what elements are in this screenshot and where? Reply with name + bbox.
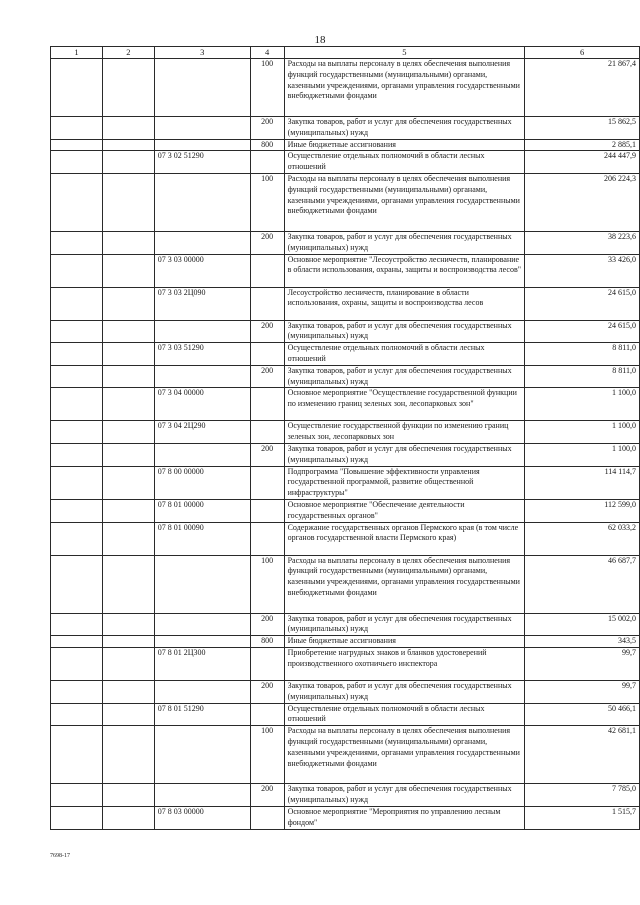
amount-cell: 46 687,7 [525, 555, 640, 613]
expense-name-cell: Закупка товаров, работ и услуг для обеспечения государственных (муниципальных) нужд [284, 365, 525, 388]
table-row [51, 806, 640, 829]
expense-type-cell [250, 522, 284, 555]
amount-cell: 99,7 [525, 680, 640, 703]
document-code: 7698-17 [50, 853, 70, 859]
budget-code-cell [154, 443, 250, 466]
budget-table [50, 46, 640, 830]
table-row [51, 443, 640, 466]
amount-cell: 8 811,0 [525, 343, 640, 366]
expense-type-cell: 800 [250, 139, 284, 151]
amount-cell: 15 862,5 [525, 117, 640, 140]
expense-name-cell: Основное мероприятие "Обеспечение деятельности государственных органов" [284, 499, 525, 522]
table-row [51, 254, 640, 287]
amount-cell: 114 114,7 [525, 466, 640, 499]
amount-cell: 50 466,1 [525, 703, 640, 726]
cell-col1 [51, 703, 103, 726]
budget-code-cell [154, 555, 250, 613]
cell-col2 [102, 59, 154, 117]
budget-code-cell [154, 320, 250, 343]
budget-code-cell [154, 613, 250, 636]
budget-code-cell [154, 726, 250, 784]
table-row [51, 388, 640, 421]
cell-col1 [51, 680, 103, 703]
table-row [51, 365, 640, 388]
expense-name-cell: Основное мероприятие "Лесоустройство лесничеств, планирование в области использования, охраны, защиты и воспроизводства лесов" [284, 254, 525, 287]
cell-col2 [102, 499, 154, 522]
cell-col2 [102, 784, 154, 807]
column-header: 6 [525, 47, 640, 59]
amount-cell: 343,5 [525, 636, 640, 648]
expense-type-cell [250, 647, 284, 680]
cell-col1 [51, 320, 103, 343]
cell-col2 [102, 139, 154, 151]
cell-col2 [102, 522, 154, 555]
expense-name-cell: Закупка товаров, работ и услуг для обеспечения государственных (муниципальных) нужд [284, 231, 525, 254]
amount-cell: 244 447,9 [525, 151, 640, 174]
expense-name-cell: Закупка товаров, работ и услуг для обеспечения государственных (муниципальных) нужд [284, 117, 525, 140]
amount-cell: 206 224,3 [525, 173, 640, 231]
expense-name-cell: Закупка товаров, работ и услуг для обеспечения государственных (муниципальных) нужд [284, 784, 525, 807]
expense-name-cell: Иные бюджетные ассигнования [284, 636, 525, 648]
cell-col2 [102, 231, 154, 254]
budget-code-cell [154, 231, 250, 254]
cell-col1 [51, 173, 103, 231]
expense-type-cell [250, 806, 284, 829]
budget-code-cell [154, 139, 250, 151]
budget-code-cell: 07 8 00 00000 [154, 466, 250, 499]
cell-col1 [51, 421, 103, 444]
expense-type-cell [250, 466, 284, 499]
cell-col2 [102, 173, 154, 231]
table-row [51, 680, 640, 703]
table-row [51, 231, 640, 254]
budget-code-cell: 07 3 03 2Ц090 [154, 287, 250, 320]
cell-col1 [51, 139, 103, 151]
table-row [51, 636, 640, 648]
amount-cell: 24 615,0 [525, 287, 640, 320]
cell-col1 [51, 443, 103, 466]
expense-name-cell: Основное мероприятие "Мероприятия по управлению лесным фондом" [284, 806, 525, 829]
expense-name-cell: Расходы на выплаты персоналу в целях обеспечения выполнения функций государственными (муниципальными) органами, казенными учреждениями, органами управления государственными внебюджетными фондами [284, 726, 525, 784]
amount-cell: 21 867,4 [525, 59, 640, 117]
amount-cell: 2 885,1 [525, 139, 640, 151]
amount-cell: 8 811,0 [525, 365, 640, 388]
cell-col1 [51, 806, 103, 829]
budget-code-cell: 07 8 01 51290 [154, 703, 250, 726]
expense-name-cell: Закупка товаров, работ и услуг для обеспечения государственных (муниципальных) нужд [284, 680, 525, 703]
page-number: 18 [314, 34, 326, 46]
expense-type-cell [250, 151, 284, 174]
expense-type-cell: 200 [250, 365, 284, 388]
expense-type-cell [250, 287, 284, 320]
expense-type-cell: 200 [250, 784, 284, 807]
expense-name-cell: Основное мероприятие "Осуществление государственной функции по изменению границ зеленых зон, лесопарковых зон" [284, 388, 525, 421]
cell-col1 [51, 522, 103, 555]
budget-code-cell: 07 8 01 00090 [154, 522, 250, 555]
table-row [51, 343, 640, 366]
expense-name-cell: Осуществление отдельных полномочий в области лесных отношений [284, 703, 525, 726]
cell-col2 [102, 365, 154, 388]
expense-type-cell [250, 421, 284, 444]
cell-col2 [102, 320, 154, 343]
cell-col2 [102, 555, 154, 613]
amount-cell: 112 599,0 [525, 499, 640, 522]
column-header: 5 [284, 47, 525, 59]
amount-cell: 15 002,0 [525, 613, 640, 636]
cell-col2 [102, 443, 154, 466]
expense-name-cell: Осуществление государственной функции по изменению границ зеленых зон, лесопарковых зон [284, 421, 525, 444]
cell-col1 [51, 636, 103, 648]
amount-cell: 42 681,1 [525, 726, 640, 784]
expense-type-cell: 100 [250, 555, 284, 613]
table-row [51, 320, 640, 343]
cell-col2 [102, 613, 154, 636]
column-header: 3 [154, 47, 250, 59]
cell-col2 [102, 466, 154, 499]
cell-col2 [102, 680, 154, 703]
cell-col1 [51, 151, 103, 174]
budget-code-cell [154, 365, 250, 388]
table-row [51, 784, 640, 807]
table-row [51, 287, 640, 320]
budget-code-cell [154, 784, 250, 807]
expense-type-cell: 100 [250, 173, 284, 231]
expense-name-cell: Подпрограмма "Повышение эффективности управления государственной программой, развитие общественной инфраструктуры" [284, 466, 525, 499]
cell-col1 [51, 287, 103, 320]
cell-col1 [51, 388, 103, 421]
expense-type-cell [250, 499, 284, 522]
cell-col1 [51, 231, 103, 254]
table-header-row [51, 47, 640, 59]
table-row [51, 59, 640, 117]
table-row [51, 726, 640, 784]
cell-col1 [51, 365, 103, 388]
cell-col2 [102, 287, 154, 320]
expense-name-cell: Осуществление отдельных полномочий в области лесных отношений [284, 343, 525, 366]
amount-cell: 33 426,0 [525, 254, 640, 287]
cell-col1 [51, 647, 103, 680]
cell-col2 [102, 421, 154, 444]
cell-col2 [102, 636, 154, 648]
expense-type-cell [250, 703, 284, 726]
table-row [51, 703, 640, 726]
cell-col1 [51, 254, 103, 287]
amount-cell: 1 100,0 [525, 443, 640, 466]
expense-name-cell: Расходы на выплаты персоналу в целях обеспечения выполнения функций государственными (муниципальными) органами, казенными учреждениями, органами управления государственными внебюджетными фондами [284, 59, 525, 117]
budget-code-cell: 07 3 04 00000 [154, 388, 250, 421]
cell-col2 [102, 343, 154, 366]
expense-name-cell: Расходы на выплаты персоналу в целях обеспечения выполнения функций государственными (муниципальными) органами, казенными учреждениями, органами управления государственными внебюджетными фондами [284, 173, 525, 231]
expense-name-cell: Закупка товаров, работ и услуг для обеспечения государственных (муниципальных) нужд [284, 443, 525, 466]
table-row [51, 151, 640, 174]
cell-col1 [51, 499, 103, 522]
expense-type-cell: 200 [250, 443, 284, 466]
expense-type-cell [250, 343, 284, 366]
cell-col1 [51, 784, 103, 807]
cell-col2 [102, 703, 154, 726]
budget-code-cell: 07 8 01 00000 [154, 499, 250, 522]
expense-type-cell: 100 [250, 726, 284, 784]
table-row [51, 555, 640, 613]
cell-col2 [102, 388, 154, 421]
table-row [51, 421, 640, 444]
budget-code-cell: 07 3 04 2Ц290 [154, 421, 250, 444]
table-row [51, 117, 640, 140]
amount-cell: 38 223,6 [525, 231, 640, 254]
budget-code-cell: 07 3 03 00000 [154, 254, 250, 287]
table-row [51, 499, 640, 522]
expense-type-cell: 100 [250, 59, 284, 117]
cell-col1 [51, 726, 103, 784]
expense-name-cell: Иные бюджетные ассигнования [284, 139, 525, 151]
cell-col2 [102, 117, 154, 140]
cell-col2 [102, 726, 154, 784]
column-header: 4 [250, 47, 284, 59]
amount-cell: 24 615,0 [525, 320, 640, 343]
budget-code-cell [154, 173, 250, 231]
expense-name-cell: Закупка товаров, работ и услуг для обеспечения государственных (муниципальных) нужд [284, 320, 525, 343]
expense-type-cell: 200 [250, 680, 284, 703]
cell-col1 [51, 343, 103, 366]
column-header: 1 [51, 47, 103, 59]
amount-cell: 7 785,0 [525, 784, 640, 807]
expense-name-cell: Закупка товаров, работ и услуг для обеспечения государственных (муниципальных) нужд [284, 613, 525, 636]
expense-name-cell: Расходы на выплаты персоналу в целях обеспечения выполнения функций государственными (муниципальными) органами, казенными учреждениями, органами управления государственными внебюджетными фондами [284, 555, 525, 613]
budget-code-cell [154, 117, 250, 140]
expense-type-cell: 800 [250, 636, 284, 648]
expense-type-cell: 200 [250, 320, 284, 343]
cell-col2 [102, 647, 154, 680]
budget-code-cell [154, 680, 250, 703]
amount-cell: 62 033,2 [525, 522, 640, 555]
amount-cell: 1 100,0 [525, 421, 640, 444]
expense-name-cell: Содержание государственных органов Пермского края (в том числе органов государственной власти Пермского края) [284, 522, 525, 555]
budget-code-cell [154, 636, 250, 648]
expense-type-cell: 200 [250, 231, 284, 254]
table-body [51, 59, 640, 830]
expense-type-cell [250, 254, 284, 287]
table-row [51, 173, 640, 231]
expense-name-cell: Лесоустройство лесничеств, планирование в области использования, охраны, защиты и воспроизводства лесов [284, 287, 525, 320]
cell-col1 [51, 613, 103, 636]
table-row [51, 466, 640, 499]
cell-col1 [51, 117, 103, 140]
budget-code-cell: 07 8 01 2Ц300 [154, 647, 250, 680]
expense-type-cell: 200 [250, 613, 284, 636]
cell-col2 [102, 806, 154, 829]
cell-col1 [51, 555, 103, 613]
column-header: 2 [102, 47, 154, 59]
cell-col2 [102, 254, 154, 287]
budget-code-cell: 07 3 03 51290 [154, 343, 250, 366]
table-row [51, 613, 640, 636]
cell-col1 [51, 466, 103, 499]
cell-col1 [51, 59, 103, 117]
table-row [51, 647, 640, 680]
table-row [51, 139, 640, 151]
expense-type-cell [250, 388, 284, 421]
expense-name-cell: Осуществление отдельных полномочий в области лесных отношений [284, 151, 525, 174]
amount-cell: 99,7 [525, 647, 640, 680]
cell-col2 [102, 151, 154, 174]
budget-code-cell: 07 3 02 51290 [154, 151, 250, 174]
budget-code-cell [154, 59, 250, 117]
expense-type-cell: 200 [250, 117, 284, 140]
expense-name-cell: Приобретение нагрудных знаков и бланков удостоверений производственного охотничьего инспектора [284, 647, 525, 680]
budget-code-cell: 07 8 03 00000 [154, 806, 250, 829]
amount-cell: 1 100,0 [525, 388, 640, 421]
amount-cell: 1 515,7 [525, 806, 640, 829]
table-row [51, 522, 640, 555]
